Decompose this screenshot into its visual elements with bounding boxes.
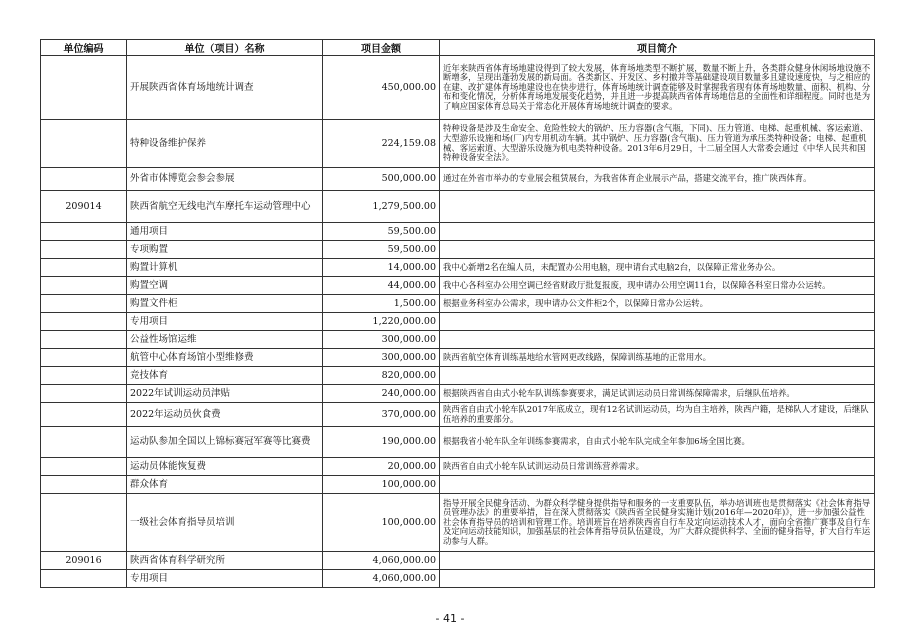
amount-cell: 100,000.00 xyxy=(323,494,440,552)
description-cell xyxy=(440,331,875,349)
description-cell xyxy=(440,313,875,331)
table-row xyxy=(41,458,875,476)
description-cell xyxy=(440,223,875,241)
unit-name-cell: 专用项目 xyxy=(127,570,323,588)
unit-code-cell xyxy=(41,223,127,241)
amount-cell: 190,000.00 xyxy=(323,427,440,458)
description-cell xyxy=(440,241,875,259)
amount-cell: 59,500.00 xyxy=(323,223,440,241)
budget-sheet xyxy=(40,39,875,588)
table-row xyxy=(41,494,875,552)
unit-code-cell xyxy=(41,241,127,259)
unit-code-cell xyxy=(41,476,127,494)
description-cell xyxy=(440,476,875,494)
unit-code-cell xyxy=(41,277,127,295)
unit-name-cell: 航管中心体育场馆小型维修费 xyxy=(127,349,323,367)
description-cell: 通过在外省市举办的专业展会租赁展台，为我省体育企业展示产品，搭建交流平台，推广陕西体育。 xyxy=(440,168,875,191)
table-row xyxy=(41,241,875,259)
unit-name-cell: 群众体育 xyxy=(127,476,323,494)
amount-cell: 44,000.00 xyxy=(323,277,440,295)
unit-name-cell: 公益性场馆运维 xyxy=(127,331,323,349)
table-row xyxy=(41,223,875,241)
unit-name-cell: 运动队参加全国以上锦标赛冠军赛等比赛费 xyxy=(127,427,323,458)
header-unit-code: 单位编码 xyxy=(41,40,127,56)
unit-code-cell xyxy=(41,494,127,552)
unit-code-cell xyxy=(41,56,127,120)
table-row xyxy=(41,385,875,403)
unit-code-cell xyxy=(41,313,127,331)
amount-cell: 4,060,000.00 xyxy=(323,552,440,570)
amount-cell: 14,000.00 xyxy=(323,259,440,277)
unit-code-cell xyxy=(41,120,127,168)
unit-name-cell: 购置空调 xyxy=(127,277,323,295)
table-row xyxy=(41,331,875,349)
unit-name-cell: 陕西省体育科学研究所 xyxy=(127,552,323,570)
project-table xyxy=(40,39,875,588)
page-number: - 41 - xyxy=(435,612,465,625)
amount-cell: 100,000.00 xyxy=(323,476,440,494)
table-row xyxy=(41,570,875,588)
amount-cell: 300,000.00 xyxy=(323,331,440,349)
unit-name-cell: 专用项目 xyxy=(127,313,323,331)
unit-code-cell xyxy=(41,427,127,458)
table-row xyxy=(41,295,875,313)
amount-cell: 59,500.00 xyxy=(323,241,440,259)
unit-name-cell: 通用项目 xyxy=(127,223,323,241)
unit-name-cell: 购置文件柜 xyxy=(127,295,323,313)
description-cell: 根据我省小轮车队全年训练参赛需求，自由式小轮车队完成全年参加6场全国比赛。 xyxy=(440,427,875,458)
table-row xyxy=(41,427,875,458)
table-row xyxy=(41,349,875,367)
unit-code-cell xyxy=(41,295,127,313)
header-amount: 项目金额 xyxy=(323,40,440,56)
amount-cell: 224,159.08 xyxy=(323,120,440,168)
unit-code-cell xyxy=(41,403,127,427)
description-cell xyxy=(440,570,875,588)
description-cell: 近年来陕西省体育场地建设得到了较大发展，体育场地类型不断扩展，数量不断上升，各类群众健身休闲场地设施不断增多，呈现出蓬勃发展的新局面。各类新区、开发区、乡村撤并等基础建设项目数量多且建设速度快，与之相应的在建、改扩建体育场地建设也在快步进行，体育场地统计调查能够及时掌握我省现有体育场地数量、面积、机构、分布和变化情况，分析体育场地发展变化趋势，并且进一步提高陕西省体育场地信息的全面性和详细程度。同时也是为了响应国家体育总局关于常态化开展体育场地统计调查的要求。 xyxy=(440,56,875,120)
description-cell: 根据业务科室办公需求，现申请办公文件柜2个，以保障日常办公运转。 xyxy=(440,295,875,313)
table-row xyxy=(41,403,875,427)
table-row xyxy=(41,476,875,494)
header-unit-name: 单位（项目）名称 xyxy=(127,40,323,56)
unit-name-cell: 特种设备维护保养 xyxy=(127,120,323,168)
unit-name-cell: 购置计算机 xyxy=(127,259,323,277)
amount-cell: 240,000.00 xyxy=(323,385,440,403)
amount-cell: 1,500.00 xyxy=(323,295,440,313)
unit-name-cell: 外省市体博览会参会参展 xyxy=(127,168,323,191)
header-description: 项目简介 xyxy=(440,40,875,56)
unit-name-cell: 开展陕西省体育场地统计调查 xyxy=(127,56,323,120)
amount-cell: 300,000.00 xyxy=(323,349,440,367)
table-row xyxy=(41,120,875,168)
table-row xyxy=(41,191,875,223)
amount-cell: 20,000.00 xyxy=(323,458,440,476)
unit-name-cell: 2022年试训运动员津贴 xyxy=(127,385,323,403)
description-cell xyxy=(440,367,875,385)
table-row xyxy=(41,277,875,295)
description-cell: 陕西省自由式小轮车队2017年底成立，现有12名试训运动员，均为自主培养，陕西户籍，是梯队人才建设，后继队伍培养的重要部分。 xyxy=(440,403,875,427)
description-cell: 指导开展全民健身活动、为群众科学健身提供指导和服务的一支重要队伍，举办培训班也是贯彻落实《社会体育指导员管理办法》的重要举措，旨在深入贯彻落实《陕西省全民健身实施计划(2016年—2020年)》，进一步加强公益性社会体育指导员的培训和管理工作。培训班旨在培养陕西省自行车及定向运动技术人才，面向全省推广赛事及自行车及定向运动技能知识，加强基层的社会体育指导员队伍建设，为广大群众提供科学、全面的健身指导，扩大自行车运动参与人群。 xyxy=(440,494,875,552)
amount-cell: 1,220,000.00 xyxy=(323,313,440,331)
unit-name-cell: 一级社会体育指导员培训 xyxy=(127,494,323,552)
description-cell: 我中心各科室办公用空调已经省财政厅批复报废，现申请办公用空调11台，以保障各科室日常办公运转。 xyxy=(440,277,875,295)
amount-cell: 370,000.00 xyxy=(323,403,440,427)
unit-name-cell: 陕西省航空无线电汽车摩托车运动管理中心 xyxy=(127,191,323,223)
table-row xyxy=(41,552,875,570)
unit-code-cell xyxy=(41,385,127,403)
table-row xyxy=(41,168,875,191)
unit-code-cell xyxy=(41,168,127,191)
unit-code-cell: 209014 xyxy=(41,191,127,223)
amount-cell: 450,000.00 xyxy=(323,56,440,120)
unit-name-cell: 2022年运动员伙食费 xyxy=(127,403,323,427)
amount-cell: 1,279,500.00 xyxy=(323,191,440,223)
table-row xyxy=(41,259,875,277)
unit-code-cell xyxy=(41,331,127,349)
amount-cell: 4,060,000.00 xyxy=(323,570,440,588)
unit-code-cell: 209016 xyxy=(41,552,127,570)
unit-name-cell: 竞技体育 xyxy=(127,367,323,385)
unit-code-cell xyxy=(41,570,127,588)
description-cell: 特种设备是涉及生命安全、危险性较大的锅炉、压力容器(含气瓶，下同)、压力管道、电梯、起重机械、客运索道、大型游乐设施和场(厂)内专用机动车辆。其中锅炉、压力容器(含气瓶)、压力管道为承压类特种设备；电梯、起重机械、客运索道、大型游乐设施为机电类特种设备。2013年6月29日，十二届全国人大常委会通过《中华人民共和国特种设备安全法》。 xyxy=(440,120,875,168)
unit-name-cell: 运动员体能恢复费 xyxy=(127,458,323,476)
description-cell: 陕西省自由式小轮车队试训运动员日常训练营养需求。 xyxy=(440,458,875,476)
table-body xyxy=(41,56,875,588)
table-row xyxy=(41,56,875,120)
amount-cell: 820,000.00 xyxy=(323,367,440,385)
header-row xyxy=(41,40,875,56)
table-row xyxy=(41,367,875,385)
unit-code-cell xyxy=(41,349,127,367)
unit-code-cell xyxy=(41,367,127,385)
description-cell: 根据陕西省自由式小轮车队训练参赛要求，满足试训运动员日常训练保障需求，后继队伍培养。 xyxy=(440,385,875,403)
description-cell: 我中心新增2名在编人员，未配置办公用电脑，现申请台式电脑2台，以保障正常业务办公。 xyxy=(440,259,875,277)
unit-name-cell: 专项购置 xyxy=(127,241,323,259)
description-cell xyxy=(440,191,875,223)
unit-code-cell xyxy=(41,458,127,476)
unit-code-cell xyxy=(41,259,127,277)
table-row xyxy=(41,313,875,331)
amount-cell: 500,000.00 xyxy=(323,168,440,191)
description-cell xyxy=(440,552,875,570)
description-cell: 陕西省航空体育训练基地给水管网更改线路，保障训练基地的正常用水。 xyxy=(440,349,875,367)
